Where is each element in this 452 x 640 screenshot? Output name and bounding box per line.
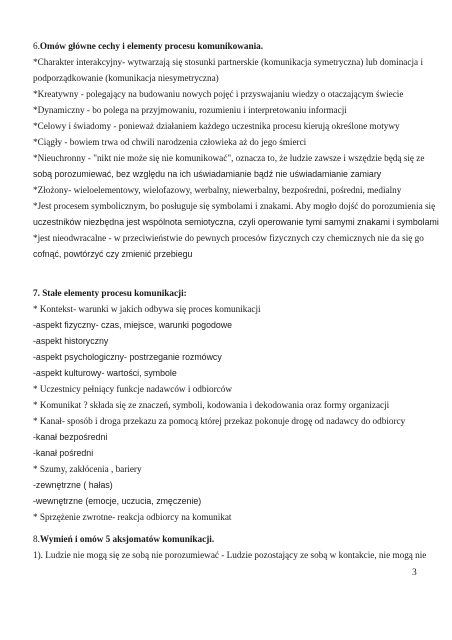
section-7-heading: 7. Stałe elementy procesu komunikacji: [33,288,187,298]
section-7-line: -aspekt psychologiczny- postrzeganie rozmówcy [33,352,222,362]
section-7-line: -aspekt fizyczny- czas, miejsce, warunki pogodowe [33,320,232,330]
section-6-line: *Ciągły - bowiem trwa od chwili narodzenia człowieka aż do jego śmierci [33,137,307,147]
section-6-line: sobą porozumiewać, bez względu na ich uświadamianie bądź nie uświadamianie zamiary [33,169,382,179]
section-6-line: *Celowy i świadomy - ponieważ działaniem każdego uczestnika procesu kierują określone motywy [33,121,400,131]
section-8-line: 1). Ludzie nie mogą się ze sobą nie porozumiewać - Ludzie pozostający ze sobą w kontakcie, nie mogą nie [33,550,427,560]
section-7-line: * Kontekst- warunki w jakich odbywa się proces komunikacji [33,304,261,314]
section-6-line: *Dynamiczny - bo polega na przyjmowaniu, rozumieniu i interpretowaniu informacji [33,105,347,115]
section-6-heading [33,41,423,52]
section-7-line: -kanał pośredni [33,448,94,458]
section-7-line: -zewnętrzne ( hałas) [33,480,113,490]
section-6-title: Omów główne cechy i elementy procesu komunikowania. [39,41,264,51]
section-6-line: uczestników niezbędna jest wspólnota semiotyczna, czyli operowanie tymi samymi znakami i symbolami [33,217,439,227]
section-7-line: -aspekt kulturowy- wartości, symbole [33,368,177,378]
section-6-number: 6. [33,41,40,51]
section-6-line: *Złożony- wieloelementowy, wielofazowy, werbalny, niewerbalny, bezpośredni, pośredni, medialny [33,185,402,195]
section-6-line: podporządkowanie (komunikacja niesymetryczna) [33,73,219,83]
section-6-line: *Kreatywny - polegający na budowaniu nowych pojęć i przyswajaniu wiedzy o otaczającym świecie [33,89,404,99]
section-6-line: *Jest procesem symbolicznym, bo posługuje się symbolami i znakami. Aby mogło dojść do porozumienia się [33,201,436,211]
section-7-line: -aspekt historyczny [33,336,109,346]
page-number: 3 [412,568,417,578]
section-6-line: *Nieuchronny - "nikt nie może się nie komunikować", oznacza to, że ludzie zawsze i wszędzie będą się ze [33,153,425,163]
section-8-title: Wymień i omów 5 aksjomatów komunikacji. [39,534,215,544]
section-6-line: *jest nieodwracalne - w przeciwieństwie do pewnych procesów fizycznych czy chemicznych nie da się go [33,233,424,243]
section-7-line: * Szumy, zakłócenia , bariery [33,464,142,474]
section-7-line: -wewnętrzne (emocje, uczucia, zmęczenie) [33,496,202,506]
section-8-heading [33,534,423,545]
section-7-line: * Komunikat ? składa się ze znaczeń, symboli, kodowania i dekodowania oraz formy organizacji [33,400,390,410]
section-6-line: *Charakter interakcyjny- wytwarzają się stosunki partnerskie (komunikacja symetryczna) lub dominacja i [33,57,423,67]
section-7-line: * Sprzężenie zwrotne- reakcja odbiorcy na komunikat [33,512,232,522]
section-7-line: -kanał bezpośredni [33,432,108,442]
section-8-number: 8. [33,534,40,544]
section-7-line: * Uczestnicy pełniący funkcje nadawców i odbiorców [33,384,232,394]
section-7-line: * Kanał- sposób i droga przekazu za pomocą której przekaz pokonuje drogę od nadawcy do odbiorcy [33,416,406,426]
section-6-line: cofnąć, powtórzyć czy zmienić przebiegu [33,249,193,259]
